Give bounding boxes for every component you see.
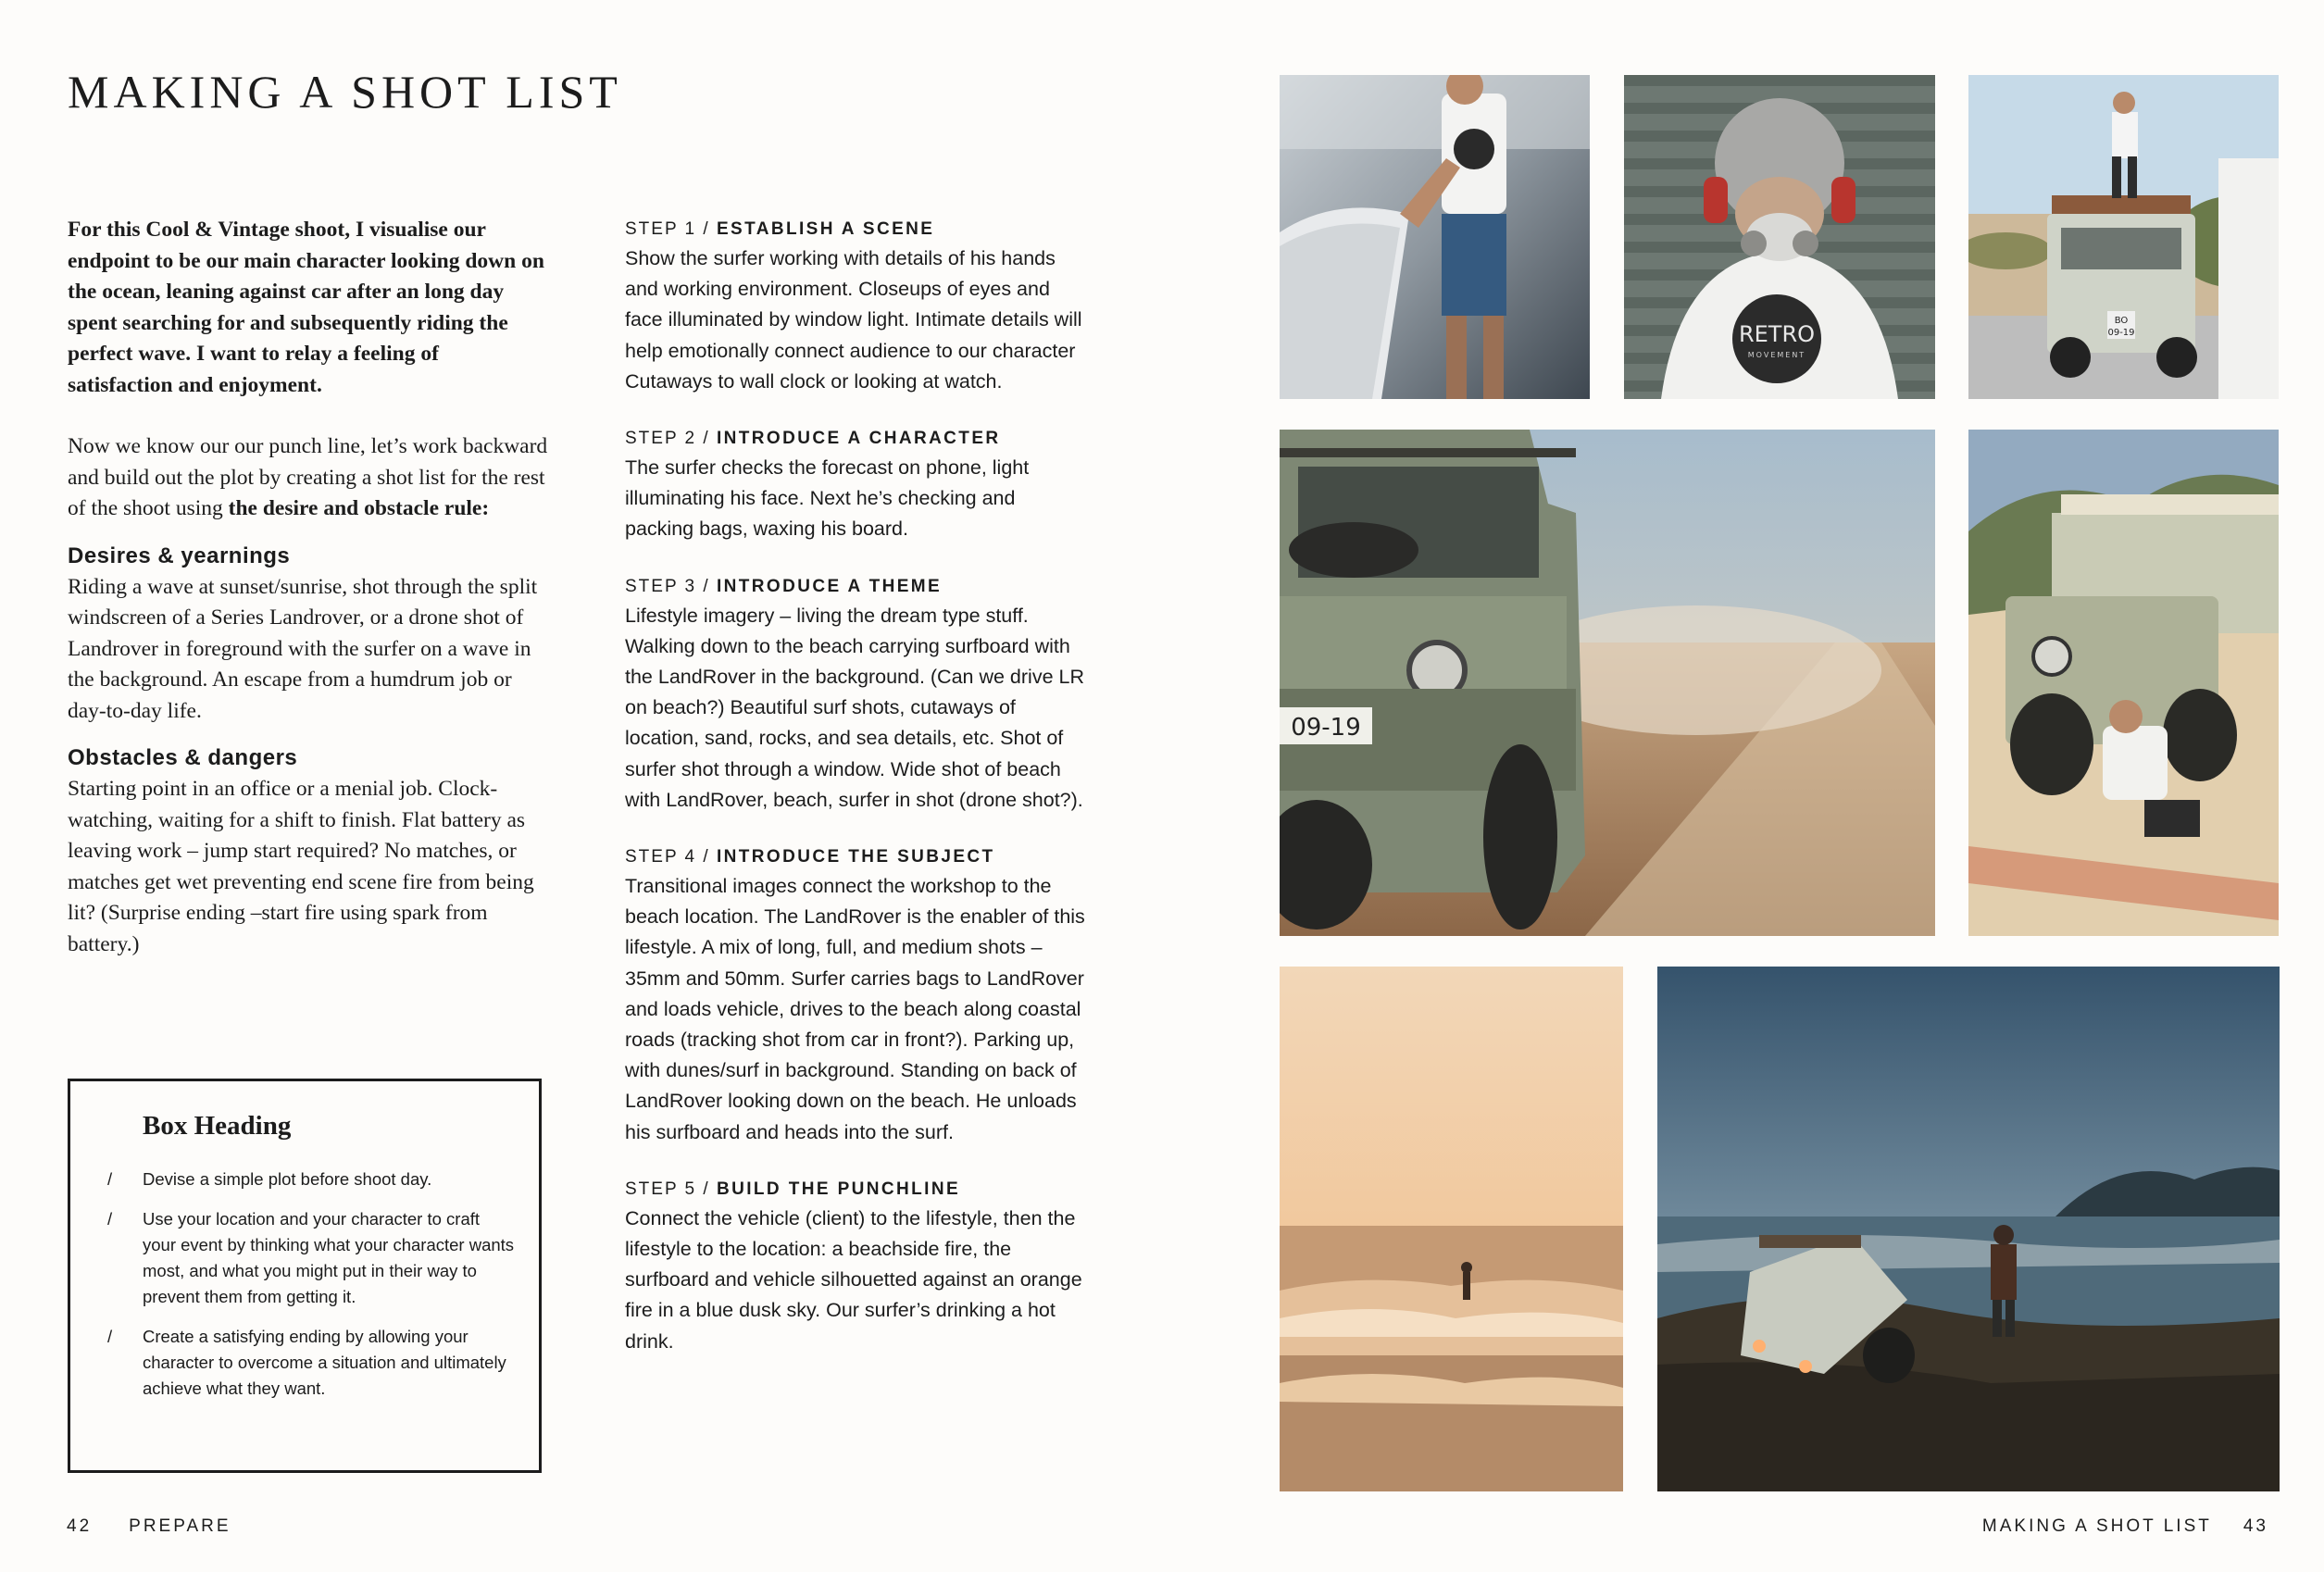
step-name: INTRODUCE THE SUBJECT bbox=[716, 847, 995, 867]
bullet-slash: / bbox=[107, 1327, 113, 1346]
photo-landrover-roof bbox=[1968, 75, 2279, 399]
step-5 bbox=[625, 1176, 1088, 1357]
step-3 bbox=[625, 573, 1088, 816]
step-name: BUILD THE PUNCHLINE bbox=[716, 1179, 961, 1199]
obstacles-body: Starting point in an office or a menial job. Clock-watching, waiting for a shift to finish. Flat battery as leaving work – jump start required? No matches, or matches get wet preventing end scene fire from being lit? (Surprise ending –start fire using spark from battery.) bbox=[68, 777, 534, 956]
intro-column bbox=[68, 215, 549, 960]
box-list-item bbox=[107, 1206, 515, 1310]
photo-board-shaping bbox=[1280, 75, 1590, 399]
step-body: Show the surfer working with details of his hands and working environment. Closeups of eyes and face illuminated by window light. Intimate details will help emotionally connect audience to our character Cutaways to wall clock or looking at watch. bbox=[625, 247, 1082, 393]
box-item-text: Use your location and your character to craft your event by thinking what your character wants most, and what you might put in their way to prevent them from getting it. bbox=[143, 1209, 515, 1306]
door-plate: 09-19 bbox=[1291, 714, 1361, 742]
step-name: ESTABLISH A SCENE bbox=[716, 219, 935, 239]
rule-paragraph-text: Now we know our our punch line, let’s work backward and build out the plot by creating a shot list for the rest of the shoot using bbox=[68, 434, 548, 520]
photo-respirator-portrait bbox=[1624, 75, 1935, 399]
plate-top: BO bbox=[2114, 316, 2129, 326]
step-body: Lifestyle imagery – living the dream type stuff. Walking down to the beach carrying surfboard with the LandRover in the background. (Can we drive LR on beach?) Beautiful surf shots, cutaways of location, sand, rocks, and sea details, etc. Shot of surfer shot through a window. Wide shot of beach with LandRover, beach, surfer in shot (drone shot?). bbox=[625, 604, 1084, 811]
page-title: MAKING A SHOT LIST bbox=[68, 66, 622, 118]
page-number-left: 42 bbox=[67, 1516, 93, 1536]
retro-print: RETRO bbox=[1738, 321, 1816, 347]
box-heading: Box Heading bbox=[143, 1111, 292, 1141]
photo-landrover-dust-road bbox=[1280, 430, 1935, 936]
section-name: PREPARE bbox=[129, 1516, 231, 1536]
step-body: The surfer checks the forecast on phone, light illuminating his face. Next he’s checking and packing bags, waxing his board. bbox=[625, 456, 1030, 541]
box-list-item bbox=[107, 1167, 515, 1192]
desires-body: Riding a wave at sunset/sunrise, shot through the split windscreen of a Series Landrover, or a drone shot of Landrover in foreground with the surfer on a wave in the background. An escape from a humdrum job or day-to-day life. bbox=[68, 574, 538, 723]
box-item-text: Devise a simple plot before shoot day. bbox=[143, 1169, 432, 1189]
step-body: Transitional images connect the workshop to the beach location. The LandRover is the enabler of this lifestyle. A mix of long, full, and medium shots – 35mm and 50mm. Surfer carries bags to LandRover and loads vehicle, drives to the beach along coastal roads (tracking shot from car in front?). Parking up, with dunes/surf in background. Standing on back of LandRover looking down on the beach. He unloads his surfboard and heads into the surf. bbox=[625, 875, 1085, 1143]
rule-paragraph bbox=[68, 431, 549, 525]
step-body: Connect the vehicle (client) to the lifestyle, then the lifestyle to the location: a beachside fire, the surfboard and vehicle silhouetted against an orange fire in a blue dusk sky. Our surfer’s drinking a hot drink. bbox=[625, 1206, 1082, 1353]
step-number: STEP 1 / bbox=[625, 219, 710, 239]
step-1 bbox=[625, 216, 1088, 397]
step-name: INTRODUCE A CHARACTER bbox=[716, 429, 1001, 449]
step-number: STEP 4 / bbox=[625, 847, 710, 867]
photo-waxing-board bbox=[1968, 430, 2279, 936]
step-2 bbox=[625, 425, 1088, 545]
box-item-text: Create a satisfying ending by allowing your character to overcome a situation and ultimately achieve what they want. bbox=[143, 1327, 506, 1398]
bullet-slash: / bbox=[107, 1209, 113, 1229]
step-number: STEP 3 / bbox=[625, 576, 710, 596]
steps-column bbox=[625, 216, 1088, 1385]
obstacles-heading: Obstacles & dangers bbox=[68, 745, 298, 770]
step-label bbox=[625, 573, 1088, 601]
page-number-right: 43 bbox=[2243, 1516, 2268, 1536]
photo-coastal-dusk bbox=[1657, 967, 2280, 1491]
tip-box bbox=[68, 1079, 542, 1473]
footer-right bbox=[1982, 1516, 2268, 1537]
footer-left bbox=[67, 1516, 231, 1537]
running-title: MAKING A SHOT LIST bbox=[1981, 1516, 2212, 1536]
intro-paragraph: For this Cool & Vintage shoot, I visualise our endpoint to be our main character looking down on the ocean, leaning against car after an long day spent searching for and subsequently riding the perfect wave. I want to relay a feeling of satisfaction and enjoyment. bbox=[68, 218, 544, 397]
step-label bbox=[625, 843, 1088, 871]
step-number: STEP 2 / bbox=[625, 429, 710, 449]
step-label bbox=[625, 216, 1088, 243]
box-list-item bbox=[107, 1324, 515, 1402]
box-list bbox=[107, 1167, 515, 1416]
step-label bbox=[625, 425, 1088, 453]
photo-sunset-surf bbox=[1280, 967, 1623, 1491]
bullet-slash: / bbox=[107, 1169, 113, 1189]
step-number: STEP 5 / bbox=[625, 1179, 710, 1199]
rule-paragraph-bold: the desire and obstacle rule: bbox=[228, 496, 490, 520]
step-name: INTRODUCE A THEME bbox=[716, 576, 943, 596]
plate-bottom: 09-19 bbox=[2107, 328, 2135, 338]
step-4 bbox=[625, 843, 1088, 1148]
step-label bbox=[625, 1176, 1088, 1204]
retro-print-sub: MOVEMENT bbox=[1747, 351, 1806, 359]
desires-heading: Desires & yearnings bbox=[68, 543, 291, 568]
